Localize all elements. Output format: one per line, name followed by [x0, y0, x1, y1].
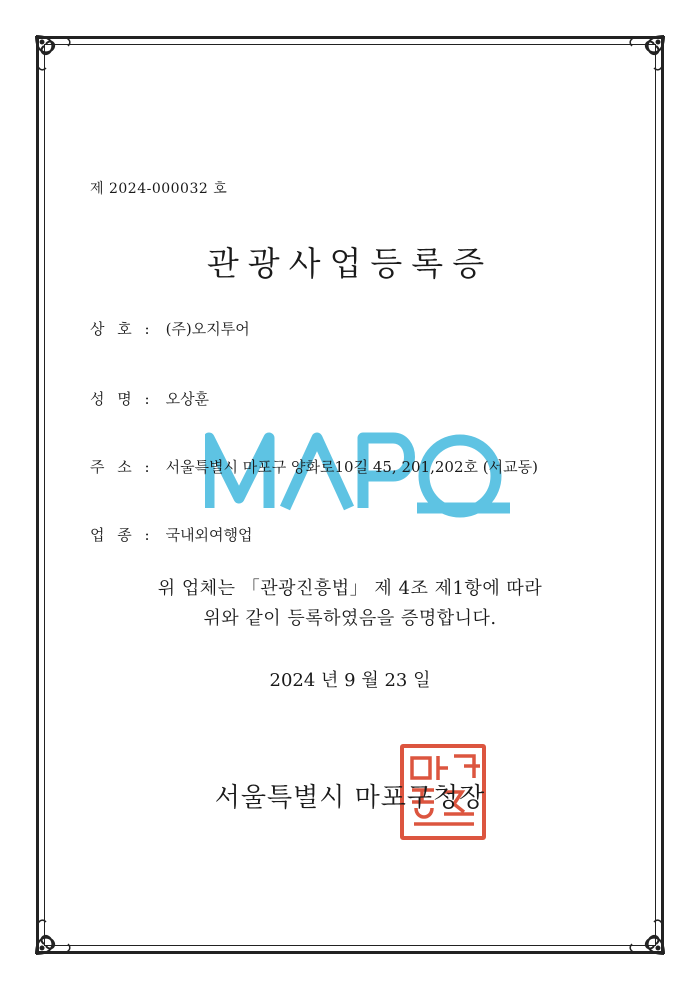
statement-line-2: 위와 같이 등록하였음을 증명합니다.: [203, 608, 497, 629]
field-name: [90, 388, 209, 409]
registration-number: 제 2024-000032 호: [90, 181, 228, 197]
ornament-corner-icon: [30, 30, 100, 100]
field-label: 주 소 :: [90, 458, 154, 476]
ornament-corner-icon: [600, 890, 670, 960]
statement-line-1: 위 업체는 「관광진흥법」 제 4조 제1항에 따라: [157, 578, 543, 599]
certificate-title: 관광사업등록증: [206, 244, 494, 283]
ornament-corner-icon: [600, 30, 670, 100]
field-label: 성 명 :: [90, 390, 154, 408]
issuer-name: 서울특별시 마포구청장: [214, 783, 486, 813]
field-value: 서울특별시 마포구 양화로10길 45, 201,202호 (서교동): [165, 458, 538, 476]
field-value: 오상훈: [165, 390, 210, 408]
ornament-corner-icon: [30, 890, 100, 960]
field-value: 국내외여행업: [165, 526, 253, 544]
field-label: 업 종 :: [90, 526, 154, 544]
field-value: (주)오지투어: [165, 320, 250, 338]
field-company: [90, 318, 250, 339]
field-address: [90, 456, 538, 477]
issue-date: 2024 년 9 월 23 일: [269, 670, 431, 691]
field-business-type: [90, 524, 253, 545]
field-label: 상 호 :: [90, 320, 154, 338]
